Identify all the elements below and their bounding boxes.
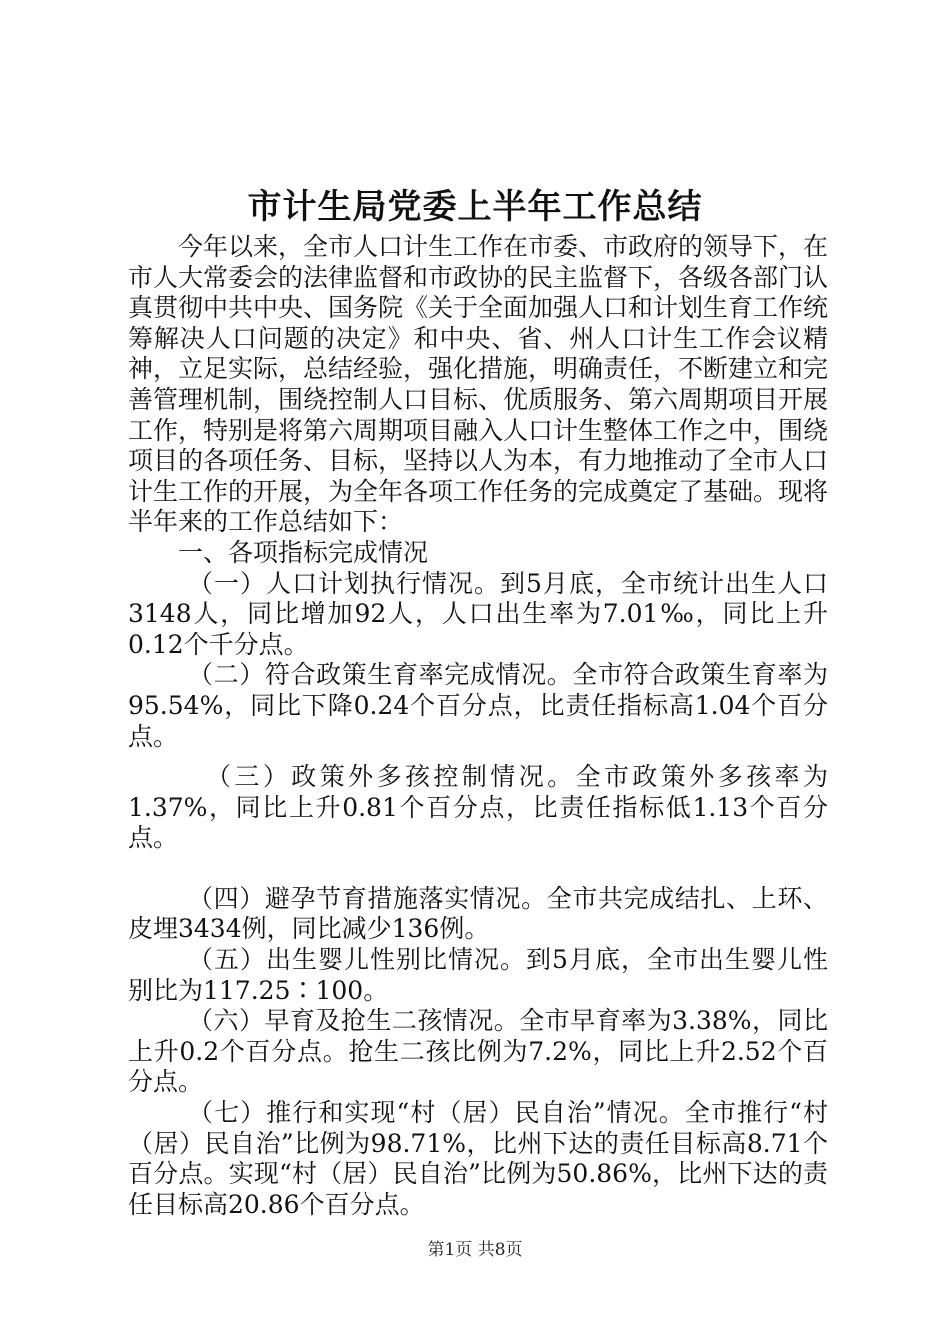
document-body [128,232,828,1220]
item-paragraph-6: （六）早育及抢生二孩情况。全市早育率为3.38%，同比上升0.2个百分点。抢生二孩比例为7.2%，同比上升2.52个百分点。 [128,1006,828,1097]
item-paragraph-2: （二）符合政策生育率完成情况。全市符合政策生育率为95.54%，同比下降0.24个百分点，比责任指标高1.04个百分点。 [128,660,828,751]
item-paragraph-5: （五）出生婴儿性别比情况。到5月底，全市出生婴儿性别比为117.25∶100。 [128,945,828,1005]
item-paragraph-4: （四）避孕节育措施落实情况。全市共完成结扎、上环、皮埋3434例，同比减少136例。 [128,883,828,944]
document-title: 市计生局党委上半年工作总结 [247,187,703,227]
item-paragraph-7: （七）推行和实现“村（居）民自治”情况。全市推行“村（居）民自治”比例为98.71%，比州下达的责任目标高8.71个百分点。实现“村（居）民自治”比例为50.86%，比州下达的责任目标高20.86个百分点。 [128,1098,828,1219]
section-heading: 一、各项指标完成情况 [178,537,429,567]
page-footer: 第1页 共8页 [427,1240,523,1260]
intro-paragraph: 今年以来，全市人口计生工作在市委、市政府的领导下，在市人大常委会的法律监督和市政协的民主监督下，各级各部门认真贯彻中共中央、国务院《关于全面加强人口和计划生育工作统筹解决人口问题的决定》和中央、省、州人口计生工作会议精神，立足实际，总结经验，强化措施，明确责任，不断建立和完善管理机制，围绕控制人口目标、优质服务、第六周期项目开展工作，特别是将第六周期项目融入人口计生整体工作之中，围绕项目的各项任务、目标，坚持以人为本，有力地推动了全市人口计生工作的开展，为全年各项工作任务的完成奠定了基础。现将半年来的工作总结如下： [128,232,829,537]
item-paragraph-3: （三）政策外多孩控制情况。全市政策外多孩率为1.37%，同比上升0.81个百分点，比责任指标低1.13个百分点。 [128,762,828,853]
item-paragraph-1: （一）人口计划执行情况。到5月底，全市统计出生人口3148人，同比增加92人，人口出生率为7.01‰，同比上升0.12个千分点。 [128,568,828,659]
